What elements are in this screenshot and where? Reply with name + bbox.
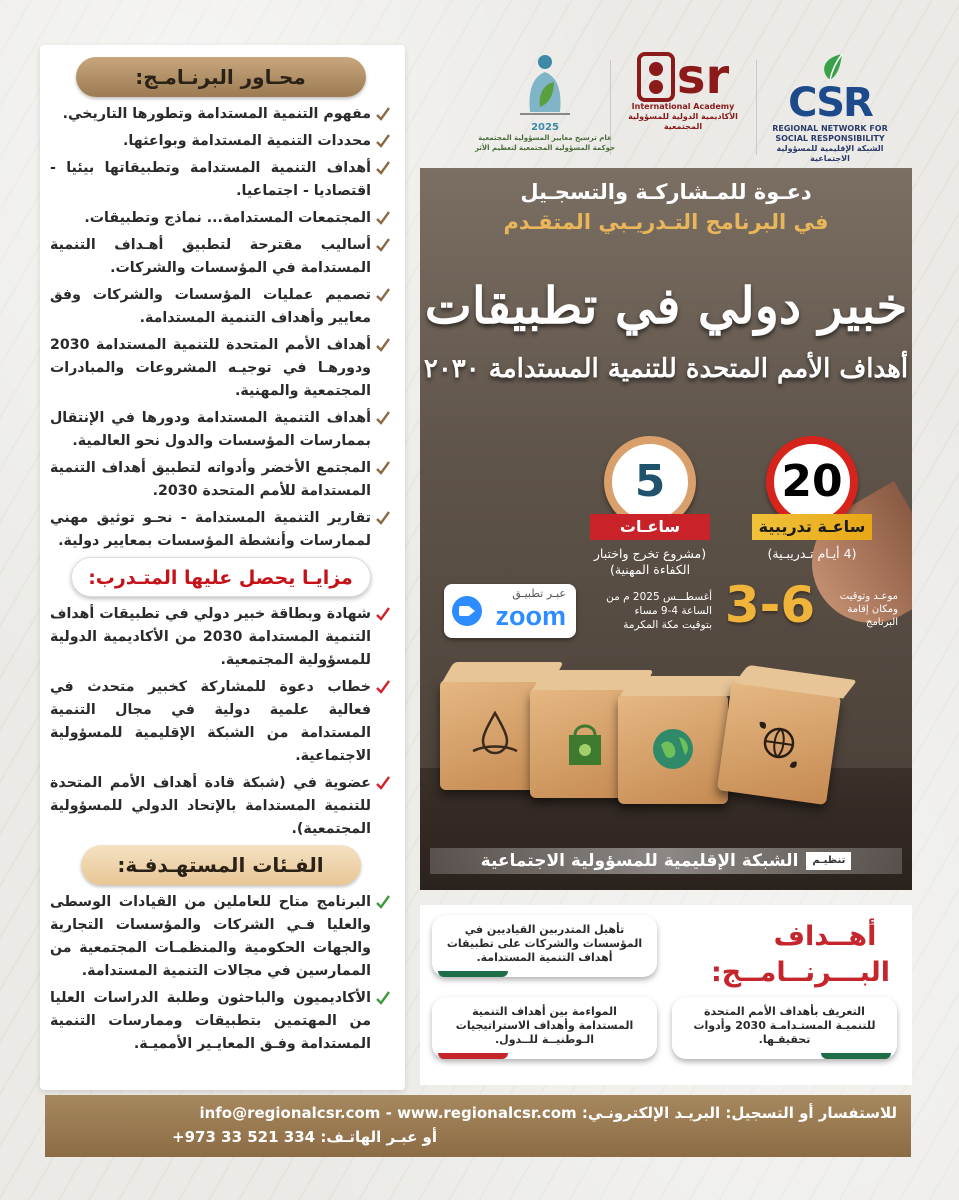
- academy-logo: [618, 49, 748, 132]
- list-item: تصميم عمليات المؤسسات والشركات وفق معايير وأهداف التنمية المستدامة.: [50, 284, 391, 330]
- axes-title: محـاور البرنـامـج:: [76, 57, 366, 97]
- goal-accent: [438, 1053, 508, 1059]
- benefits-list: [50, 603, 391, 841]
- checkmark-icon: [375, 237, 391, 253]
- csr-wordmark: CSR: [788, 80, 872, 126]
- goal-text: التعريف بأهداف الأمم المتحدة للتنميـة المستـدامـة 2030 وأدوات تحقيقـها.: [693, 1005, 876, 1046]
- eco-bag-icon: [555, 713, 615, 773]
- goals-title: أهــداف البـــرنــامــج:: [710, 921, 890, 988]
- program-subtitle: أهداف الأمم المتحدة للتنمية المستدامة ٢٠٣٠: [423, 354, 909, 384]
- csr-arabic-name: الشبكة الإقليمية للمسؤولية الاجتماعية: [776, 144, 884, 163]
- contact-phone[interactable]: أو عبـر الهاتـف: 334 521 33 973+: [172, 1128, 437, 1146]
- list-item: تقارير التنمية المستدامة - نحـو توثيق مهني لممارسات وأنشطة المؤسسات بمعايير دولية.: [50, 507, 391, 553]
- training-hours-label: ساعـة تدريبية: [752, 514, 872, 540]
- checkmark-icon: [375, 510, 391, 526]
- checkmark-icon: [375, 460, 391, 476]
- program-title: خبير دولي في تطبيقات: [424, 276, 908, 335]
- checkmark-icon: [375, 894, 391, 910]
- benefits-title: مزايـا يحصل عليها المتـدرب:: [71, 557, 371, 597]
- water-drop-icon: [465, 705, 525, 765]
- logos-row: [460, 49, 900, 167]
- goal-text: تأهيل المتدربين القياديين في المؤسسات والشركات على تطبيقات أهداف التنمية المستدامة.: [446, 923, 643, 964]
- checkmark-icon: [375, 606, 391, 622]
- checkmark-icon: [375, 990, 391, 1006]
- schedule-days: 3-6: [724, 576, 816, 634]
- checkmark-icon: [375, 410, 391, 426]
- goal-card: [432, 915, 657, 977]
- checkmark-icon: [375, 679, 391, 695]
- training-days-note: (4 أيـام تـدريبـية): [767, 546, 857, 561]
- list-item: أهداف التنمية المستدامة ودورها في الإنتقال بممارسات المؤسسات والدول نحو العالمية.: [50, 407, 391, 453]
- training-hours-number: 20: [781, 456, 843, 507]
- csr-network-logo: [760, 52, 900, 164]
- schedule-time: أغسطـــس 2025 م من الساعة 4-9 مساء بتوقيت مكة المكرمة: [606, 591, 712, 631]
- globe-leaves-icon: [745, 709, 813, 777]
- zoom-camera-icon: [452, 596, 482, 626]
- schedule-label: موعـد وتوقيت ومكان إقامة البرنامج: [839, 591, 898, 628]
- list-item: محددات التنمية المستدامة وبواعثها.: [50, 130, 391, 153]
- logo-divider: [756, 60, 757, 155]
- goal-accent: [821, 1053, 891, 1059]
- project-hours-badge: [590, 436, 710, 578]
- axes-list: [50, 103, 391, 553]
- list-item: مفهوم التنمية المستدامة وتطورها التاريخي.: [50, 103, 391, 126]
- project-hours-number: 5: [634, 456, 666, 507]
- list-item: أهداف الأمم المتحدة للتنمية المستدامة 2030 ودورهـا في توجيـه المشروعات والمبادرات المجتمعية والمهنية.: [50, 334, 391, 403]
- program-goals-panel: [420, 905, 912, 1085]
- schedule-row: [434, 576, 898, 642]
- academy-wordmark: sr: [676, 49, 730, 105]
- checkmark-icon: [375, 287, 391, 303]
- hero-panel: [420, 168, 912, 890]
- list-item: خطاب دعوة للمشاركة كخبير متحدث في فعالية علمية دولية في مجال التنمية المستدامة من الشبكة الإقليمية للمسؤولية الاجتماعية.: [50, 676, 391, 768]
- list-item: الأكاديميون والباحثون وطلبة الدراسات العليا من المهتمين بتطبيقات وممارسات التنمية المستدامة وفـق المعايـير الأمميـة.: [50, 987, 391, 1056]
- list-item: البرنامج متاح للعاملين من القيادات الوسطى والعليا فـي الشركات والمؤسسات التجارية والجهات الحكومية والمنظمـات المجتمعية من الممارسين في مجالات التنمية المستدامة.: [50, 891, 391, 983]
- academy-emblem-icon: [637, 52, 675, 102]
- academy-mark: [618, 49, 748, 105]
- program-type-heading: في البرنامج التـدريـبي المتقـدم: [503, 210, 829, 234]
- project-hours-note: (مشروع تخرج واختبار الكفاءة المهنية): [593, 546, 707, 577]
- checkmark-icon: [375, 133, 391, 149]
- contact-email-web[interactable]: للاستفسار أو التسجيل: البريـد الإلكترونـي: info@regionalcsr.com - www.regionalcsr.com: [199, 1104, 897, 1122]
- globe-heart-icon: [643, 719, 703, 779]
- year-arabic-title: عام ترسيخ معايير المسؤولية المجتمعية: [478, 134, 612, 142]
- goal-card: [672, 997, 897, 1059]
- organizer-name: الشبكة الإقليمية للمسؤولية الاجتماعية: [480, 851, 799, 871]
- checkmark-icon: [375, 160, 391, 176]
- goal-text: المواءمة بين أهداف التنمية المستدامة وأهداف الاستراتيجيات الـوطنيــة للــدول.: [455, 1005, 634, 1046]
- training-hours-badge: [752, 436, 872, 562]
- target-title: الفـئات المستهـدفـة:: [81, 845, 361, 885]
- goal-card: [432, 997, 657, 1059]
- academy-english-name: International Academy: [631, 102, 735, 111]
- checkmark-icon: [375, 775, 391, 791]
- list-item: المجتمعات المستدامة... نماذج وتطبيقات.: [50, 207, 391, 230]
- program-details-column: [40, 45, 405, 1090]
- list-item: أساليب مقترحة لتطبيق أهـداف التنمية المستدامة في المؤسسات والشركات.: [50, 234, 391, 280]
- sustainability-figure-icon: [510, 52, 580, 122]
- project-hours-label: ساعـات: [590, 514, 710, 540]
- goal-accent: [438, 971, 508, 977]
- list-item: أهداف التنمية المستدامة وتطبيقاتها بيئيا - اقتصاديا - اجتماعيا.: [50, 157, 391, 203]
- academy-arabic-name: الأكاديمية الدولية للمسؤولية المجتمعية: [628, 112, 738, 131]
- year-number: 2025: [531, 122, 559, 133]
- year-arabic-subtitle: حوكمة المسؤولية المجتمعية لتعظيم الأثر: [474, 144, 616, 152]
- list-item: المجتمع الأخضر وأدواته لتطبيق أهداف التنمية المستدامة للأمم المتحدة 2030.: [50, 457, 391, 503]
- organizer-tag: تنظيـم: [806, 852, 851, 870]
- zoom-badge: [444, 584, 576, 638]
- invitation-heading: دعـوة للمـشاركـة والتسجـيل: [520, 180, 812, 204]
- target-list: [50, 891, 391, 1056]
- checkmark-icon: [375, 210, 391, 226]
- csr-english-name: REGIONAL NETWORK FOR SOCIAL RESPONSIBILITY: [772, 124, 888, 143]
- leaf-icon: [810, 52, 850, 82]
- list-item: عضوية في (شبكة قادة أهداف الأمم المتحدة للتنمية المستدامة بالإتحاد الدولي للمسؤولية المجتمعية).: [50, 772, 391, 841]
- contact-footer: [45, 1095, 911, 1157]
- organizer-banner: [430, 848, 902, 874]
- checkmark-icon: [375, 337, 391, 353]
- zoom-wordmark: zoom: [495, 601, 566, 631]
- list-item: شهادة وبطاقة خبير دولي في تطبيقات أهداف التنمية المستدامة 2030 من الأكاديمية الدولية للمسؤولية المجتمعية.: [50, 603, 391, 672]
- year-2025-logo: [470, 52, 620, 153]
- zoom-via-label: عبـر تطبيـق: [512, 587, 566, 600]
- wooden-cube: [717, 681, 841, 805]
- checkmark-icon: [375, 106, 391, 122]
- wooden-cube: [618, 694, 728, 804]
